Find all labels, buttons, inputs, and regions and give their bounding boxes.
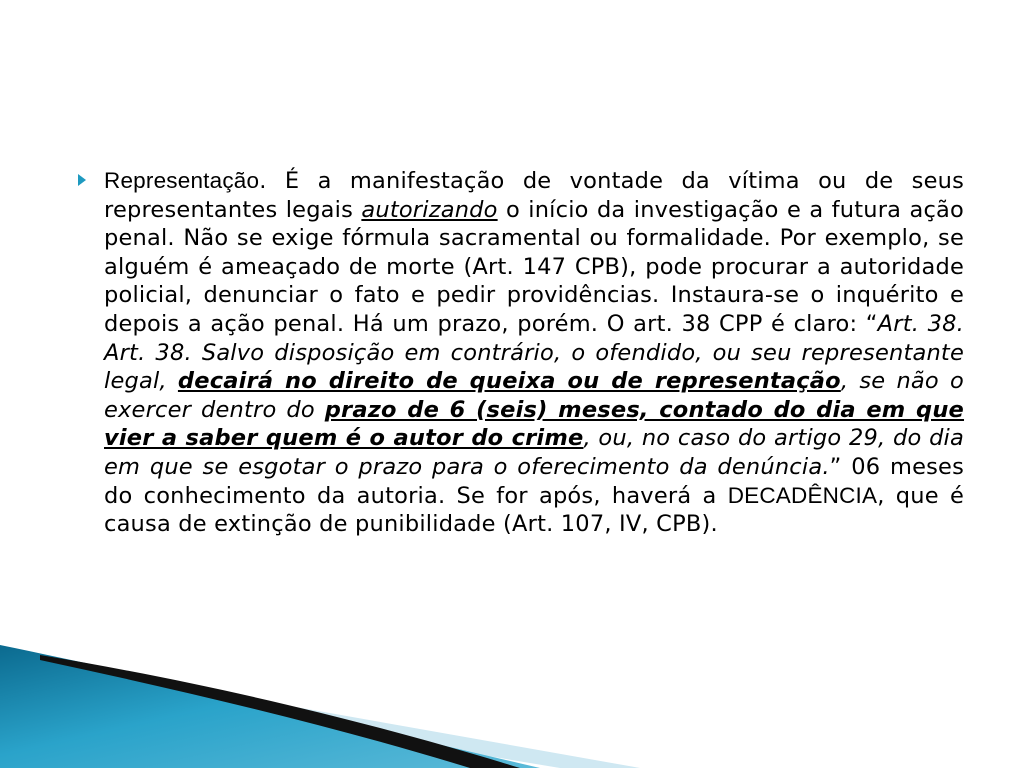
text-run-6: , que é causa de extinção de punibilidade (Art. 107, IV, CPB). xyxy=(104,482,964,538)
text-run-authorizing: autorizando xyxy=(361,196,498,223)
text-run-5: ” 06 meses do conhecimento da autoria. Se for após, haverá a xyxy=(104,453,964,509)
text-run-3: , se não o exercer dentro do xyxy=(104,368,964,423)
bullet-arrow-icon xyxy=(78,174,86,186)
text-run-1: . É a manifestação de vontade da vítima ou de seus representantes legais xyxy=(104,168,964,223)
text-run-decadencia: DECADÊNCIA xyxy=(727,482,878,508)
body-paragraph xyxy=(104,167,964,539)
text-run-article-quote: Art. 38. Art. 38. Salvo disposição em contrário, o ofendido, ou seu representante legal, xyxy=(104,310,964,395)
text-run-decaira: decairá no direito de queixa ou de representação xyxy=(177,368,841,395)
text-run-4: , ou, no caso do artigo 29, do dia em que se esgotar o prazo para o oferecimento da denúncia. xyxy=(104,425,964,480)
text-run-2: o início da investigação e a futura ação penal. Não se exige fórmula sacramental ou formalidade. Por exemplo, se alguém é ameaçado de morte (Art. 147 CPB), pode procurar a autoridade policial, denunciar o fato e pedir providências. Instaura-se o inquérito e depois a ação penal. Há um prazo, porém. O art. 38 CPP é claro: “ xyxy=(104,196,964,337)
text-run-prazo: prazo de 6 (seis) meses, contado do dia em que vier a saber quem é o autor do crime xyxy=(104,396,965,452)
lead-term: Representação xyxy=(104,168,260,193)
